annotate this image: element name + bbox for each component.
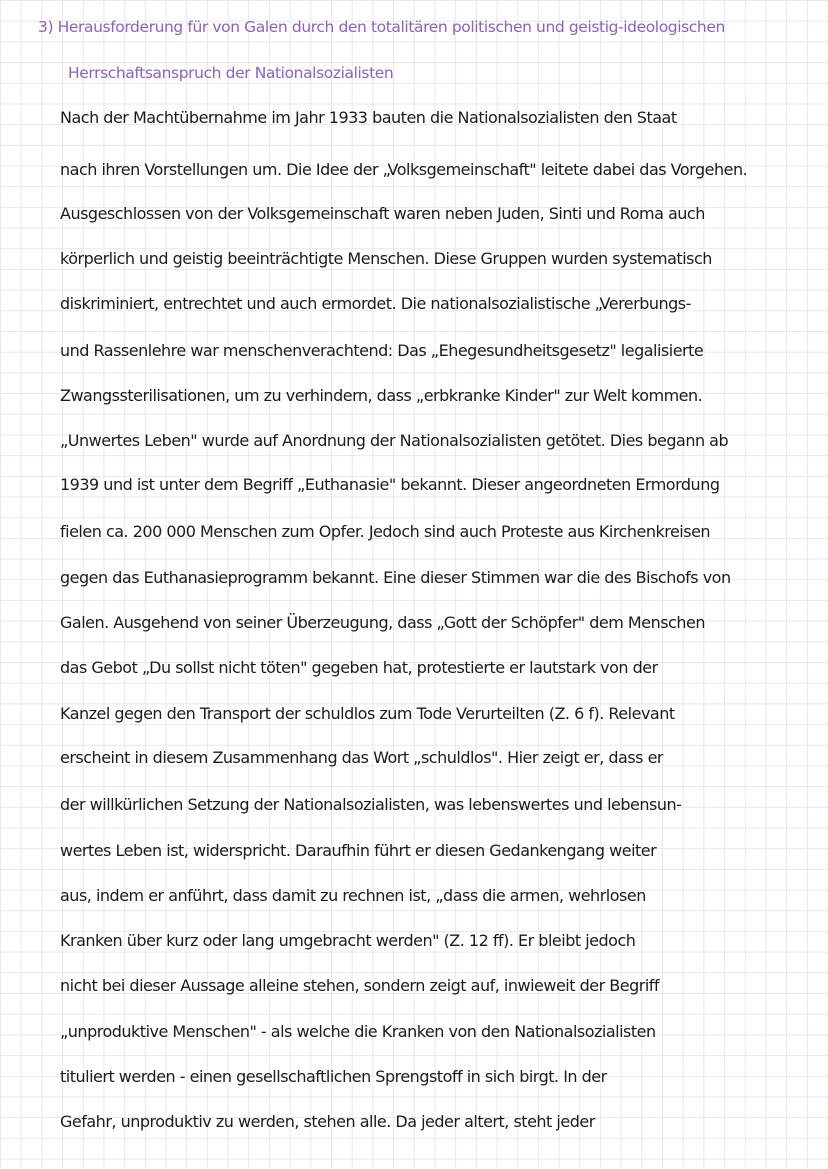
body-line: wertes Leben ist, widerspricht. Daraufhin führt er diesen Gedankengang weiter <box>60 841 657 860</box>
body-line: 1939 und ist unter dem Begriff „Euthanasie" bekannt. Dieser angeordneten Ermordung <box>60 475 720 494</box>
heading-line-1: 3) Herausforderung für von Galen durch den totalitären politischen und geistig-ideologischen <box>38 18 725 36</box>
body-line: Nach der Machtübernahme im Jahr 1933 bauten die Nationalsozialisten den Staat <box>60 108 677 127</box>
body-line: aus, indem er anführt, dass damit zu rechnen ist, „dass die armen, wehrlosen <box>60 886 646 905</box>
body-line: tituliert werden - einen gesellschaftlichen Sprengstoff in sich birgt. In der <box>60 1067 607 1086</box>
body-line: körperlich und geistig beeinträchtigte Menschen. Diese Gruppen wurden systematisch <box>60 249 712 268</box>
heading-line-2: Herrschaftsanspruch der Nationalsozialisten <box>68 64 394 82</box>
body-line: Kranken über kurz oder lang umgebracht werden" (Z. 12 ff). Er bleibt jedoch <box>60 931 636 950</box>
body-line: gegen das Euthanasieprogramm bekannt. Eine dieser Stimmen war die des Bischofs von <box>60 568 731 587</box>
body-line: Galen. Ausgehend von seiner Überzeugung, dass „Gott der Schöpfer" dem Menschen <box>60 613 705 632</box>
body-line: nach ihren Vorstellungen um. Die Idee der „Volksgemeinschaft" leitete dabei das Vorgehen. <box>60 160 748 179</box>
body-line: das Gebot „Du sollst nicht töten" gegeben hat, protestierte er lautstark von der <box>60 658 658 677</box>
body-line: der willkürlichen Setzung der Nationalsozialisten, was lebenswertes und lebensun- <box>60 795 682 814</box>
body-line: nicht bei dieser Aussage alleine stehen, sondern zeigt auf, inwieweit der Begriff <box>60 976 660 995</box>
body-line: „unproduktive Menschen" - als welche die Kranken von den Nationalsozialisten <box>60 1022 656 1041</box>
body-line: „Unwertes Leben" wurde auf Anordnung der Nationalsozialisten getötet. Dies begann ab <box>60 431 729 450</box>
body-line: fielen ca. 200 000 Menschen zum Opfer. Jedoch sind auch Proteste aus Kirchenkreisen <box>60 522 711 541</box>
body-line: diskriminiert, entrechtet und auch ermordet. Die nationalsozialistische „Vererbungs- <box>60 294 691 313</box>
body-line: Zwangssterilisationen, um zu verhindern, dass „erbkranke Kinder" zur Welt kommen. <box>60 386 703 405</box>
body-line: und Rassenlehre war menschenverachtend: Das „Ehegesundheitsgesetz" legalisierte <box>60 341 704 360</box>
body-line: erscheint in diesem Zusammenhang das Wort „schuldlos". Hier zeigt er, dass er <box>60 748 663 767</box>
body-line: Kanzel gegen den Transport der schuldlos zum Tode Verurteilten (Z. 6 f). Relevant <box>60 704 675 723</box>
body-line: Gefahr, unproduktiv zu werden, stehen alle. Da jeder altert, steht jeder <box>60 1112 595 1131</box>
body-line: Ausgeschlossen von der Volksgemeinschaft waren neben Juden, Sinti und Roma auch <box>60 204 705 223</box>
